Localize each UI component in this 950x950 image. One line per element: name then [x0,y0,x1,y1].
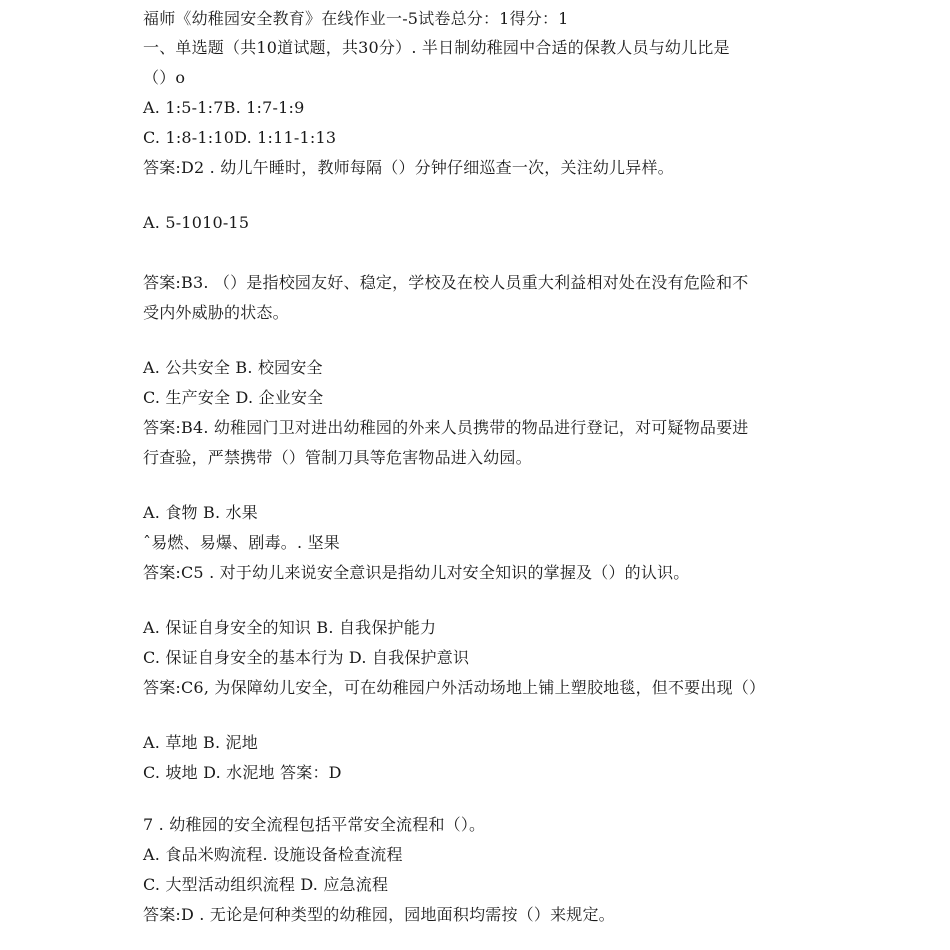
answer-3-question-4: 答案:B4. 幼稚园门卫对进出幼稚园的外来人员携带的物品进行登记，对可疑物品要进 [143,418,749,437]
question-6-options-ab: A. 草地 B. 泥地 [143,733,258,752]
question-5-options-cd: C. 保证自身安全的基本行为 D. 自我保护意识 [143,648,470,667]
answer-1-question-2: 答案:D2 . 幼儿午睡时，教师每隔（）分钟仔细巡查一次，关注幼儿异样。 [143,158,674,177]
question-4-options-ab: A. 食物 B. 水果 [143,503,258,522]
question-7-text: 7 . 幼稚园的安全流程包括平常安全流程和（）。 [143,815,486,834]
question-4-options-cd: ˆ易燃、易爆、剧毒。. 坚果 [143,533,340,552]
question-1-text: 一、单选题（共10道试题，共30分）. 半日制幼稚园中合适的保教人员与幼儿比是 [143,38,730,57]
question-3-options-ab: A. 公共安全 B. 校园安全 [143,358,323,377]
answer-2-question-3: 答案:B3. （）是指校园友好、稳定，学校及在校人员重大利益相对处在没有危险和不 [143,273,749,292]
document-title: 福师《幼稚园安全教育》在线作业一-5试卷总分：1得分：1 [143,9,569,28]
question-5-options-ab: A. 保证自身安全的知识 B. 自我保护能力 [143,618,437,637]
question-2-options: A. 5-1010-15 [143,213,250,232]
question-1-text-cont: （）o [143,68,186,87]
question-3-options-cd: C. 生产安全 D. 企业安全 [143,388,324,407]
answer-4-question-5: 答案:C5 . 对于幼儿来说安全意识是指幼儿对安全知识的掌握及（）的认识。 [143,563,690,582]
question-3-text-cont: 受内外威胁的状态。 [143,303,289,322]
answer-7-question-8: 答案:D . 无论是何种类型的幼稚园，园地面积均需按（）来规定。 [143,905,615,924]
question-7-options-ab: A. 食品米购流程. 设施设备检查流程 [143,845,403,864]
question-1-options-ab: A. 1:5-1:7B. 1:7-1:9 [143,98,305,117]
question-6-options-cd-answer: C. 坡地 D. 水泥地 答案：D [143,763,342,782]
question-7-options-cd: C. 大型活动组织流程 D. 应急流程 [143,875,389,894]
answer-5-question-6: 答案:C6, 为保障幼儿安全，可在幼稚园户外活动场地上铺上塑胶地毯，但不要出现（） [143,678,766,697]
question-4-text-cont: 行查验，严禁携带（）管制刀具等危害物品进入幼园。 [143,448,532,467]
question-1-options-cd: C. 1:8-1:10D. 1:11-1:13 [143,128,337,147]
